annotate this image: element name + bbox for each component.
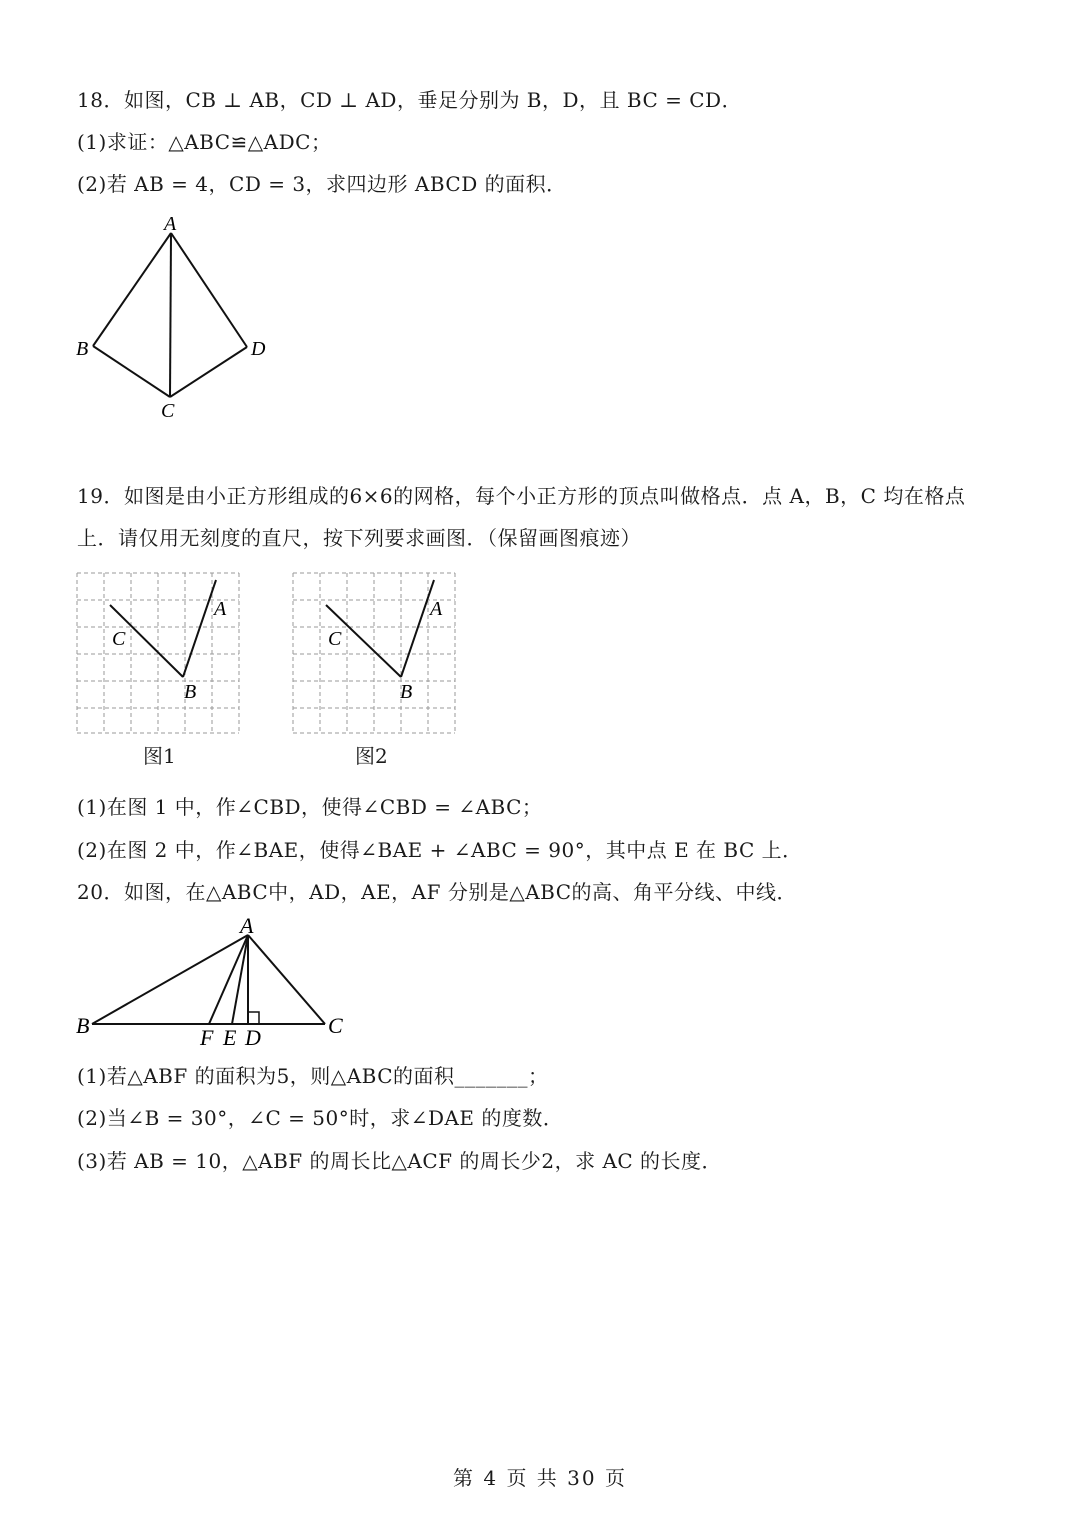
- q20-part3: (3)若 AB = 10，△ABF 的周长比△ACF 的周长少2，求 AC 的长度．: [77, 1149, 723, 1173]
- q20-part1: (1)若△ABF 的面积为5，则△ABC的面积_______；: [77, 1064, 549, 1088]
- q19-fig1-label-c: C: [112, 628, 126, 650]
- q18-figure-kite: [60, 205, 290, 430]
- q20-label-e: E: [223, 1025, 237, 1050]
- q20-label-a: A: [240, 913, 254, 938]
- q20-label-d: D: [245, 1025, 261, 1050]
- q20-stem: 20．如图，在△ABC中，AD，AE，AF 分别是△ABC的高、角平分线、中线．: [77, 880, 798, 904]
- q18-label-a: A: [164, 213, 177, 235]
- q18-label-b: B: [76, 338, 89, 360]
- q19-stem-line2: 上．请仅用无刻度的直尺，按下列要求画图．（保留画图痕迹）: [77, 526, 641, 550]
- q19-fig1-label-a: A: [214, 598, 227, 620]
- q20-label-b: B: [76, 1013, 90, 1038]
- q19-part2: (2)在图 2 中，作∠BAE，使得∠BAE + ∠ABC = 90°，其中点 E 在 BC 上．: [77, 838, 803, 862]
- q19-fig2-label-c: C: [328, 628, 342, 650]
- q18-stem: 18．如图，CB ⊥ AB，CD ⊥ AD，垂足分别为 B，D，且 BC = CD．: [77, 88, 743, 112]
- page-footer: 第 4 页 共 30 页: [453, 1466, 627, 1490]
- q20-figure-triangle: [70, 905, 360, 1055]
- q19-fig2-label-b: B: [400, 681, 413, 703]
- q19-figure1-caption: 图1: [143, 744, 176, 768]
- q19-fig2-label-a: A: [430, 598, 443, 620]
- q18-part2: (2)若 AB = 4，CD = 3，求四边形 ABCD 的面积．: [77, 172, 567, 196]
- q19-figure2-caption: 图2: [355, 744, 388, 768]
- q19-figure1-grid: [74, 570, 244, 738]
- q20-part2: (2)当∠B = 30°，∠C = 50°时，求∠DAE 的度数．: [77, 1106, 564, 1130]
- q19-fig1-label-b: B: [184, 681, 197, 703]
- q18-part1: (1)求证：△ABC≌△ADC；: [77, 130, 332, 154]
- q19-stem-line1: 19．如图是由小正方形组成的6×6的网格，每个小正方形的顶点叫做格点．点 A，B，C 均在格点: [77, 484, 966, 508]
- q19-figure2-grid: [290, 570, 460, 738]
- q18-label-c: C: [161, 400, 175, 422]
- q20-label-f: F: [200, 1025, 214, 1050]
- q20-label-c: C: [328, 1013, 343, 1038]
- q19-part1: (1)在图 1 中，作∠CBD，使得∠CBD = ∠ABC；: [77, 795, 543, 819]
- q18-label-d: D: [251, 338, 266, 360]
